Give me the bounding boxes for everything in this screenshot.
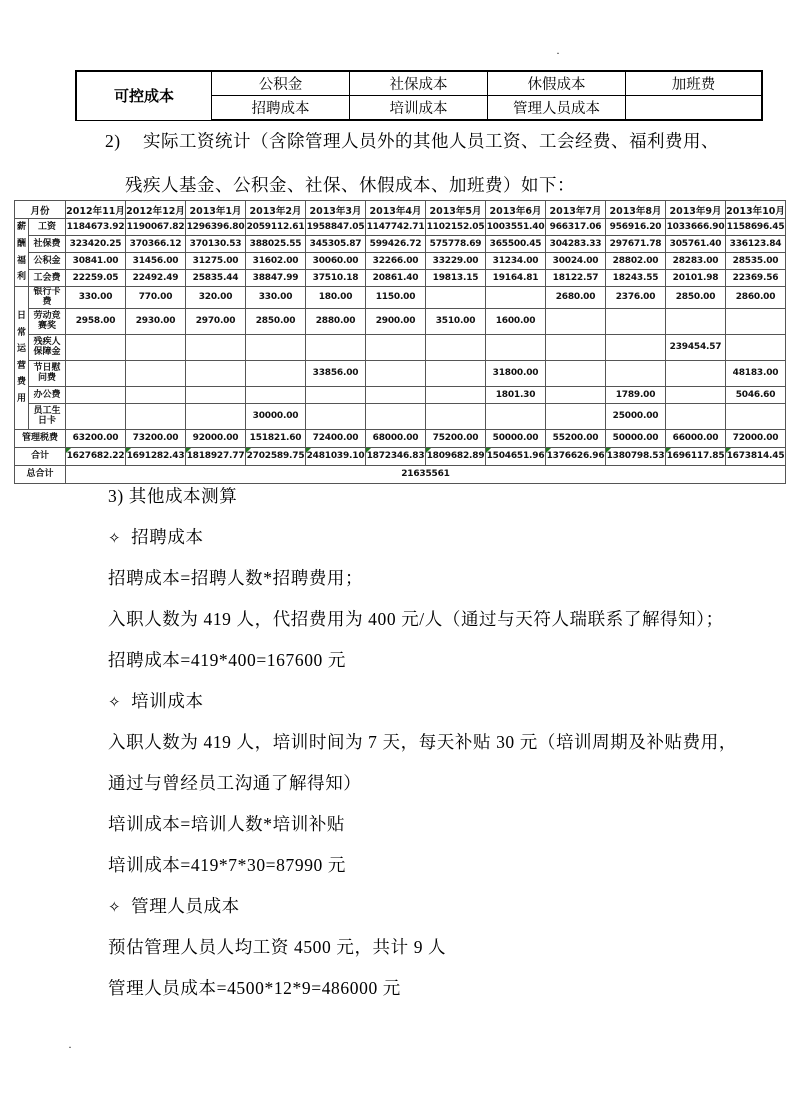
month-header: 2013年2月 <box>246 201 306 219</box>
value-cell <box>426 334 486 360</box>
value-cell <box>366 386 426 403</box>
value-cell: 1504651.96 <box>486 447 546 465</box>
value-cell: 25835.44 <box>186 270 246 287</box>
row-label: 社保费 <box>29 236 66 253</box>
value-cell <box>546 334 606 360</box>
value-cell: 2850.00 <box>666 287 726 309</box>
value-cell <box>246 334 306 360</box>
value-cell: 330.00 <box>66 287 126 309</box>
value-cell: 55200.00 <box>546 429 606 447</box>
wage-statistics-table <box>14 200 786 484</box>
group-label-char: 日 <box>16 310 26 321</box>
value-cell: 92000.00 <box>186 429 246 447</box>
value-cell: 73200.00 <box>126 429 186 447</box>
table-header-row <box>15 201 786 219</box>
value-cell: 72400.00 <box>306 429 366 447</box>
value-cell <box>666 386 726 403</box>
value-cell <box>486 334 546 360</box>
diamond-bullet-icon: ✧ <box>108 695 122 711</box>
grand-total-value: 21635561 <box>66 465 786 483</box>
group-label-char: 运 <box>16 344 26 355</box>
value-cell: 38847.99 <box>246 270 306 287</box>
table-row <box>15 334 786 360</box>
line-text: 入职人数为 419 人，培训时间为 7 天，每天补贴 30 元（培训周期及补贴费用， <box>108 732 737 752</box>
month-header: 2013年5月 <box>426 201 486 219</box>
value-cell <box>66 334 126 360</box>
value-cell: 345305.87 <box>306 236 366 253</box>
value-cell: 2880.00 <box>306 308 366 334</box>
text-line <box>108 935 768 959</box>
value-cell: 33856.00 <box>306 360 366 386</box>
value-cell <box>426 360 486 386</box>
value-cell: 22259.05 <box>66 270 126 287</box>
value-cell: 48183.00 <box>726 360 786 386</box>
line-text: 预估管理人员人均工资 4500 元，共计 9 人 <box>108 937 447 957</box>
value-cell: 50000.00 <box>606 429 666 447</box>
table-row <box>15 386 786 403</box>
value-cell: 297671.78 <box>606 236 666 253</box>
line-text: 管理人员成本=4500*12*9=486000 元 <box>108 978 401 998</box>
table-cell: 社保成本 <box>350 71 488 96</box>
value-cell: 2059112.61 <box>246 219 306 236</box>
value-cell <box>606 360 666 386</box>
value-cell <box>666 308 726 334</box>
bullet-heading <box>108 894 768 918</box>
value-cell: 1818927.77 <box>186 447 246 465</box>
value-cell <box>126 403 186 429</box>
value-cell: 1184673.92 <box>66 219 126 236</box>
row-label: 残疾人保障金 <box>29 334 66 360</box>
value-cell: 1600.00 <box>486 308 546 334</box>
value-cell: 22492.49 <box>126 270 186 287</box>
value-cell: 1627682.22 <box>66 447 126 465</box>
diamond-bullet-icon: ✧ <box>108 531 122 547</box>
value-cell <box>606 308 666 334</box>
diamond-bullet-icon: ✧ <box>108 900 122 916</box>
table-row <box>15 308 786 334</box>
bullet-heading <box>108 525 768 549</box>
month-header: 2013年1月 <box>186 201 246 219</box>
value-cell <box>126 386 186 403</box>
value-cell: 370366.12 <box>126 236 186 253</box>
value-cell: 1809682.89 <box>426 447 486 465</box>
line-text: 招聘成本=419*400=167600 元 <box>108 650 346 670</box>
line-text: 培训成本=419*7*30=87990 元 <box>108 855 346 875</box>
controllable-cost-label: 可控成本 <box>76 71 212 120</box>
value-cell: 2970.00 <box>186 308 246 334</box>
month-header: 2013年4月 <box>366 201 426 219</box>
table-cell: 公积金 <box>212 71 350 96</box>
value-cell <box>366 360 426 386</box>
value-cell <box>66 360 126 386</box>
value-cell: 32266.00 <box>366 253 426 270</box>
value-cell: 370130.53 <box>186 236 246 253</box>
line-text: 通过与曾经员工沟通了解得知） <box>108 773 362 793</box>
table-row <box>15 219 786 236</box>
value-cell: 28535.00 <box>726 253 786 270</box>
value-cell <box>426 403 486 429</box>
value-cell: 599426.72 <box>366 236 426 253</box>
paragraph-text: 实际工资统计（含除管理人员外的其他人员工资、工会经费、福利费用、 <box>143 131 719 151</box>
month-header: 2013年3月 <box>306 201 366 219</box>
value-cell <box>426 386 486 403</box>
value-cell: 2860.00 <box>726 287 786 309</box>
month-header: 2013年6月 <box>486 201 546 219</box>
group-label-char: 酬 <box>16 238 26 249</box>
value-cell <box>726 334 786 360</box>
value-cell: 1801.30 <box>486 386 546 403</box>
table-row <box>15 236 786 253</box>
value-cell <box>726 308 786 334</box>
grand-total-row <box>15 465 786 483</box>
value-cell <box>546 308 606 334</box>
value-cell <box>186 386 246 403</box>
value-cell <box>186 360 246 386</box>
value-cell: 1033666.90 <box>666 219 726 236</box>
table-footer-row <box>15 429 786 447</box>
value-cell: 305761.40 <box>666 236 726 253</box>
value-cell: 18243.55 <box>606 270 666 287</box>
value-cell: 966317.06 <box>546 219 606 236</box>
month-header: 2013年8月 <box>606 201 666 219</box>
value-cell: 1376626.96 <box>546 447 606 465</box>
group-label-char: 用 <box>16 394 26 405</box>
value-cell <box>486 287 546 309</box>
value-cell: 2850.00 <box>246 308 306 334</box>
stray-dot-bottom: · <box>68 1040 72 1054</box>
row-label: 工资 <box>29 219 66 236</box>
table-cell: 招聘成本 <box>212 96 350 121</box>
value-cell: 180.00 <box>306 287 366 309</box>
table-row <box>15 403 786 429</box>
value-cell: 2376.00 <box>606 287 666 309</box>
value-cell: 1190067.82 <box>126 219 186 236</box>
value-cell: 151821.60 <box>246 429 306 447</box>
month-header: 2012年12月 <box>126 201 186 219</box>
value-cell: 1296396.80 <box>186 219 246 236</box>
value-cell: 1150.00 <box>366 287 426 309</box>
text-line <box>108 730 768 754</box>
value-cell <box>606 334 666 360</box>
row-label: 劳动竞赛奖 <box>29 308 66 334</box>
line-text: 培训成本=培训人数*培训补贴 <box>108 814 346 834</box>
value-cell <box>546 360 606 386</box>
section-heading: 3) 其他成本测算 <box>108 486 238 506</box>
value-cell: 2958.00 <box>66 308 126 334</box>
value-cell: 20101.98 <box>666 270 726 287</box>
text-line <box>108 853 768 877</box>
table-cell: 培训成本 <box>350 96 488 121</box>
table-cell <box>626 96 763 121</box>
value-cell <box>126 334 186 360</box>
footer-row-label: 合计 <box>15 447 66 465</box>
group-label <box>15 287 29 430</box>
line-text: 管理人员成本 <box>131 896 240 916</box>
value-cell: 1696117.85 <box>666 447 726 465</box>
row-label: 公积金 <box>29 253 66 270</box>
value-cell: 33229.00 <box>426 253 486 270</box>
paragraph-line <box>0 128 792 154</box>
value-cell: 31275.00 <box>186 253 246 270</box>
text-line <box>108 648 768 672</box>
value-cell: 1380798.53 <box>606 447 666 465</box>
table-row <box>15 270 786 287</box>
value-cell: 239454.57 <box>666 334 726 360</box>
value-cell: 1003551.40 <box>486 219 546 236</box>
table-row <box>15 360 786 386</box>
value-cell: 2481039.10 <box>306 447 366 465</box>
value-cell: 20861.40 <box>366 270 426 287</box>
other-cost-sections <box>108 484 768 1017</box>
value-cell <box>546 386 606 403</box>
line-text: 招聘成本=招聘人数*招聘费用； <box>108 568 364 588</box>
value-cell: 19164.81 <box>486 270 546 287</box>
text-line <box>108 976 768 1000</box>
text-line <box>108 771 768 795</box>
value-cell: 1872346.83 <box>366 447 426 465</box>
value-cell: 2930.00 <box>126 308 186 334</box>
group-label-char: 利 <box>16 272 26 283</box>
value-cell: 66000.00 <box>666 429 726 447</box>
value-cell: 63200.00 <box>66 429 126 447</box>
value-cell: 28802.00 <box>606 253 666 270</box>
value-cell: 1691282.43 <box>126 447 186 465</box>
list-marker: 2) <box>105 131 121 151</box>
value-cell <box>66 386 126 403</box>
group-label-char: 薪 <box>16 222 26 233</box>
value-cell: 323420.25 <box>66 236 126 253</box>
value-cell <box>186 334 246 360</box>
row-label: 员工生日卡 <box>29 403 66 429</box>
bullet-heading <box>108 689 768 713</box>
value-cell <box>66 403 126 429</box>
value-cell: 365500.45 <box>486 236 546 253</box>
value-cell <box>666 403 726 429</box>
table-row <box>15 253 786 270</box>
value-cell: 30841.00 <box>66 253 126 270</box>
row-label: 办公费 <box>29 386 66 403</box>
value-cell <box>186 403 246 429</box>
value-cell: 30060.00 <box>306 253 366 270</box>
value-cell <box>126 360 186 386</box>
table-row <box>15 287 786 309</box>
row-label: 银行卡费 <box>29 287 66 309</box>
group-label <box>15 219 29 287</box>
row-label: 节日慰问费 <box>29 360 66 386</box>
value-cell: 770.00 <box>126 287 186 309</box>
value-cell: 31602.00 <box>246 253 306 270</box>
value-cell: 388025.55 <box>246 236 306 253</box>
value-cell: 28283.00 <box>666 253 726 270</box>
line-text: 招聘成本 <box>131 527 204 547</box>
value-cell: 3510.00 <box>426 308 486 334</box>
line-text: 培训成本 <box>131 691 204 711</box>
value-cell: 50000.00 <box>486 429 546 447</box>
value-cell: 30024.00 <box>546 253 606 270</box>
value-cell <box>666 360 726 386</box>
value-cell: 68000.00 <box>366 429 426 447</box>
group-label-char: 常 <box>16 327 26 338</box>
month-header: 2013年9月 <box>666 201 726 219</box>
value-cell: 2702589.75 <box>246 447 306 465</box>
line-text: 入职人数为 419 人，代招费用为 400 元/人（通过与天符人瑞联系了解得知）； <box>108 609 724 629</box>
value-cell: 2900.00 <box>366 308 426 334</box>
value-cell <box>486 403 546 429</box>
value-cell: 1147742.71 <box>366 219 426 236</box>
group-label-char: 营 <box>16 360 26 371</box>
value-cell: 304283.33 <box>546 236 606 253</box>
group-label-char: 费 <box>16 377 26 388</box>
value-cell <box>246 386 306 403</box>
text-line <box>108 607 768 631</box>
value-cell: 1102152.05 <box>426 219 486 236</box>
value-cell: 75200.00 <box>426 429 486 447</box>
group-label-char: 福 <box>16 255 26 266</box>
value-cell: 956916.20 <box>606 219 666 236</box>
grand-total-label: 总合计 <box>15 465 66 483</box>
month-header: 2013年7月 <box>546 201 606 219</box>
intro-paragraph <box>0 128 792 198</box>
value-cell <box>306 334 366 360</box>
value-cell: 37510.18 <box>306 270 366 287</box>
value-cell: 1958847.05 <box>306 219 366 236</box>
value-cell <box>426 287 486 309</box>
value-cell <box>306 403 366 429</box>
table-cell: 管理人员成本 <box>488 96 626 121</box>
value-cell: 72000.00 <box>726 429 786 447</box>
value-cell: 2680.00 <box>546 287 606 309</box>
value-cell: 31456.00 <box>126 253 186 270</box>
text-line <box>108 812 768 836</box>
value-cell <box>306 386 366 403</box>
value-cell: 18122.57 <box>546 270 606 287</box>
month-header: 2012年11月 <box>66 201 126 219</box>
value-cell: 5046.60 <box>726 386 786 403</box>
value-cell: 31234.00 <box>486 253 546 270</box>
controllable-cost-table <box>75 70 763 121</box>
value-cell: 25000.00 <box>606 403 666 429</box>
value-cell: 30000.00 <box>246 403 306 429</box>
stray-dot-top: · <box>556 46 560 60</box>
text-line <box>108 566 768 590</box>
table-row <box>76 71 762 96</box>
value-cell: 320.00 <box>186 287 246 309</box>
value-cell <box>726 403 786 429</box>
month-header: 2013年10月 <box>726 201 786 219</box>
value-cell: 1158696.45 <box>726 219 786 236</box>
value-cell: 31800.00 <box>486 360 546 386</box>
wage-statistics-table-wrap <box>14 200 786 484</box>
month-column-header: 月份 <box>15 201 66 219</box>
value-cell: 1673814.45 <box>726 447 786 465</box>
value-cell <box>366 334 426 360</box>
value-cell <box>546 403 606 429</box>
value-cell: 22369.56 <box>726 270 786 287</box>
table-cell: 休假成本 <box>488 71 626 96</box>
table-footer-row <box>15 447 786 465</box>
value-cell <box>246 360 306 386</box>
row-label: 工会费 <box>29 270 66 287</box>
paragraph-line: 残疾人基金、公积金、社保、休假成本、加班费）如下： <box>125 175 575 195</box>
value-cell <box>366 403 426 429</box>
table-cell: 加班费 <box>626 71 763 96</box>
value-cell: 19813.15 <box>426 270 486 287</box>
value-cell: 330.00 <box>246 287 306 309</box>
value-cell: 1789.00 <box>606 386 666 403</box>
value-cell: 336123.84 <box>726 236 786 253</box>
value-cell: 575778.69 <box>426 236 486 253</box>
footer-row-label: 管理税费 <box>15 429 66 447</box>
